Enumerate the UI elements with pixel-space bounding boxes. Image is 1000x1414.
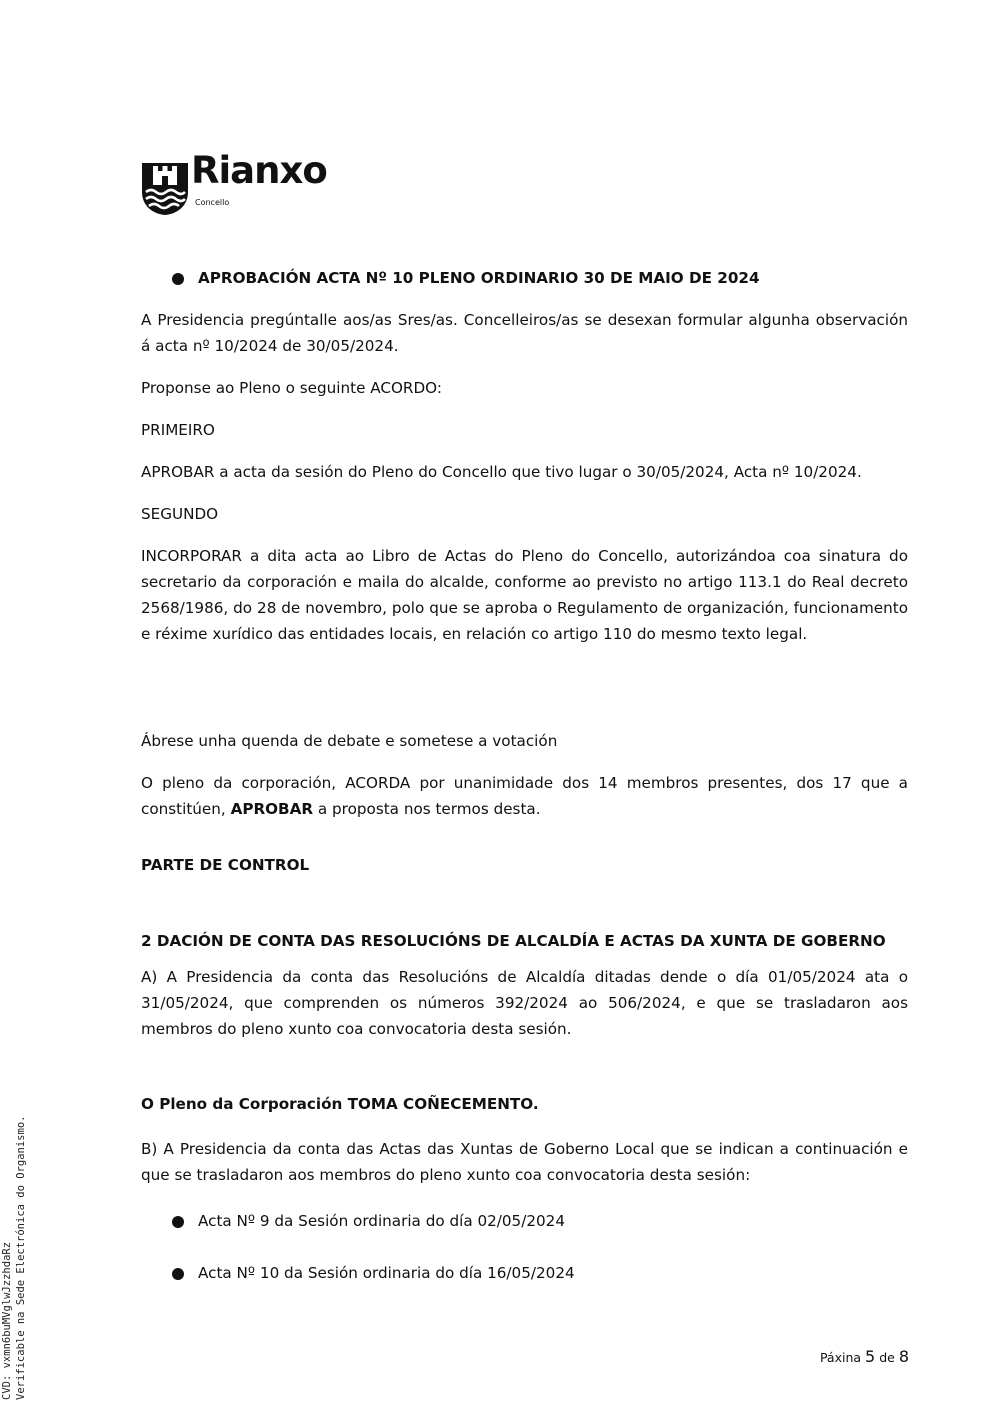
page-current: 5 <box>865 1347 876 1366</box>
debate-paragraph: Ábrese unha quenda de debate e sometese a votación <box>141 732 558 750</box>
list-item-text: Acta Nº 10 da Sesión ordinaria do día 16/05/2024 <box>198 1264 575 1282</box>
dacion-heading: 2 DACIÓN DE CONTA DAS RESOLUCIÓNS DE ALCALDÍA E ACTAS DA XUNTA DE GOBERNO <box>141 932 886 950</box>
list-item-text: Acta Nº 9 da Sesión ordinaria do día 02/05/2024 <box>198 1212 565 1230</box>
logo-subtitle: Concello <box>195 198 230 207</box>
vote-result-text: O pleno da corporación, ACORDA por unanimidade dos 14 membros presentes, dos 17 que a constitúen, <box>141 774 908 818</box>
acknowledgement-line: O Pleno da Corporación TOMA COÑECEMENTO. <box>141 1095 539 1113</box>
second-heading: SEGUNDO <box>141 505 219 523</box>
first-heading: PRIMEIRO <box>141 421 215 439</box>
logo-wordmark: Rianxo <box>191 149 327 192</box>
vote-result-paragraph <box>141 770 908 822</box>
government-minutes-paragraph: B) A Presidencia da conta das Actas das Xuntas de Goberno Local que se indican a continuación e que se trasladaron aos membros do pleno xunto coa convocatoria desta sesión: <box>141 1140 908 1184</box>
page-label: Páxina <box>819 1350 862 1365</box>
verification-sidebar <box>0 1116 28 1400</box>
agenda-item-title-text: APROBACIÓN ACTA Nº 10 PLENO ORDINARIO 30 DE MAIO DE 2024 <box>198 269 760 287</box>
verification-code: CVD: vxmn6buMVglwJzzhdaRz <box>1 1241 13 1400</box>
coat-of-arms-icon <box>141 160 189 216</box>
page-of: de <box>879 1350 895 1365</box>
bullet-icon <box>172 1216 184 1228</box>
proposal-intro: Proponse ao Pleno o seguinte ACORDO: <box>141 379 442 397</box>
rianxo-logo <box>141 149 351 216</box>
verification-note: Verificable na Sede Electrónica do Organismo. <box>15 1115 27 1400</box>
presidency-question-paragraph: A Presidencia pregúntalle aos/as Sres/as. Concelleiros/as se desexan formular algunha observación á acta nº 10/2024 de 30/05/2024. <box>141 311 908 355</box>
page-total: 8 <box>898 1347 909 1366</box>
control-heading: PARTE DE CONTROL <box>141 856 310 874</box>
second-agreement: INCORPORAR a dita acta ao Libro de Actas do Pleno do Concello, autorizándoa coa sinatura do secretario da corporación e maila do alcalde, conforme ao previsto no artigo 113.1 do Real decreto 2568/1986, do 28 de novembro, polo que se aproba o Regulamento de organización, funcionamento e réxime xurídico das entidades locais, en relación co artigo 110 do mesmo texto legal. <box>141 547 908 643</box>
bullet-icon <box>172 273 184 285</box>
first-agreement: APROBAR a acta da sesión do Pleno do Concello que tivo lugar o 30/05/2024, Acta nº 10/2024. <box>141 463 862 481</box>
bullet-icon <box>172 1268 184 1280</box>
resolutions-paragraph: A) A Presidencia da conta das Resolucións de Alcaldía ditadas dende o día 01/05/2024 ata o 31/05/2024, que comprenden os números 392/2024 ao 506/2024, e que se trasladaron aos membros do pleno xunto coa convocatoria desta sesión. <box>141 968 908 1038</box>
vote-result-bold: APROBAR <box>230 800 314 818</box>
page-number <box>820 1347 909 1366</box>
vote-result-tail: a proposta nos termos desta. <box>313 800 541 818</box>
